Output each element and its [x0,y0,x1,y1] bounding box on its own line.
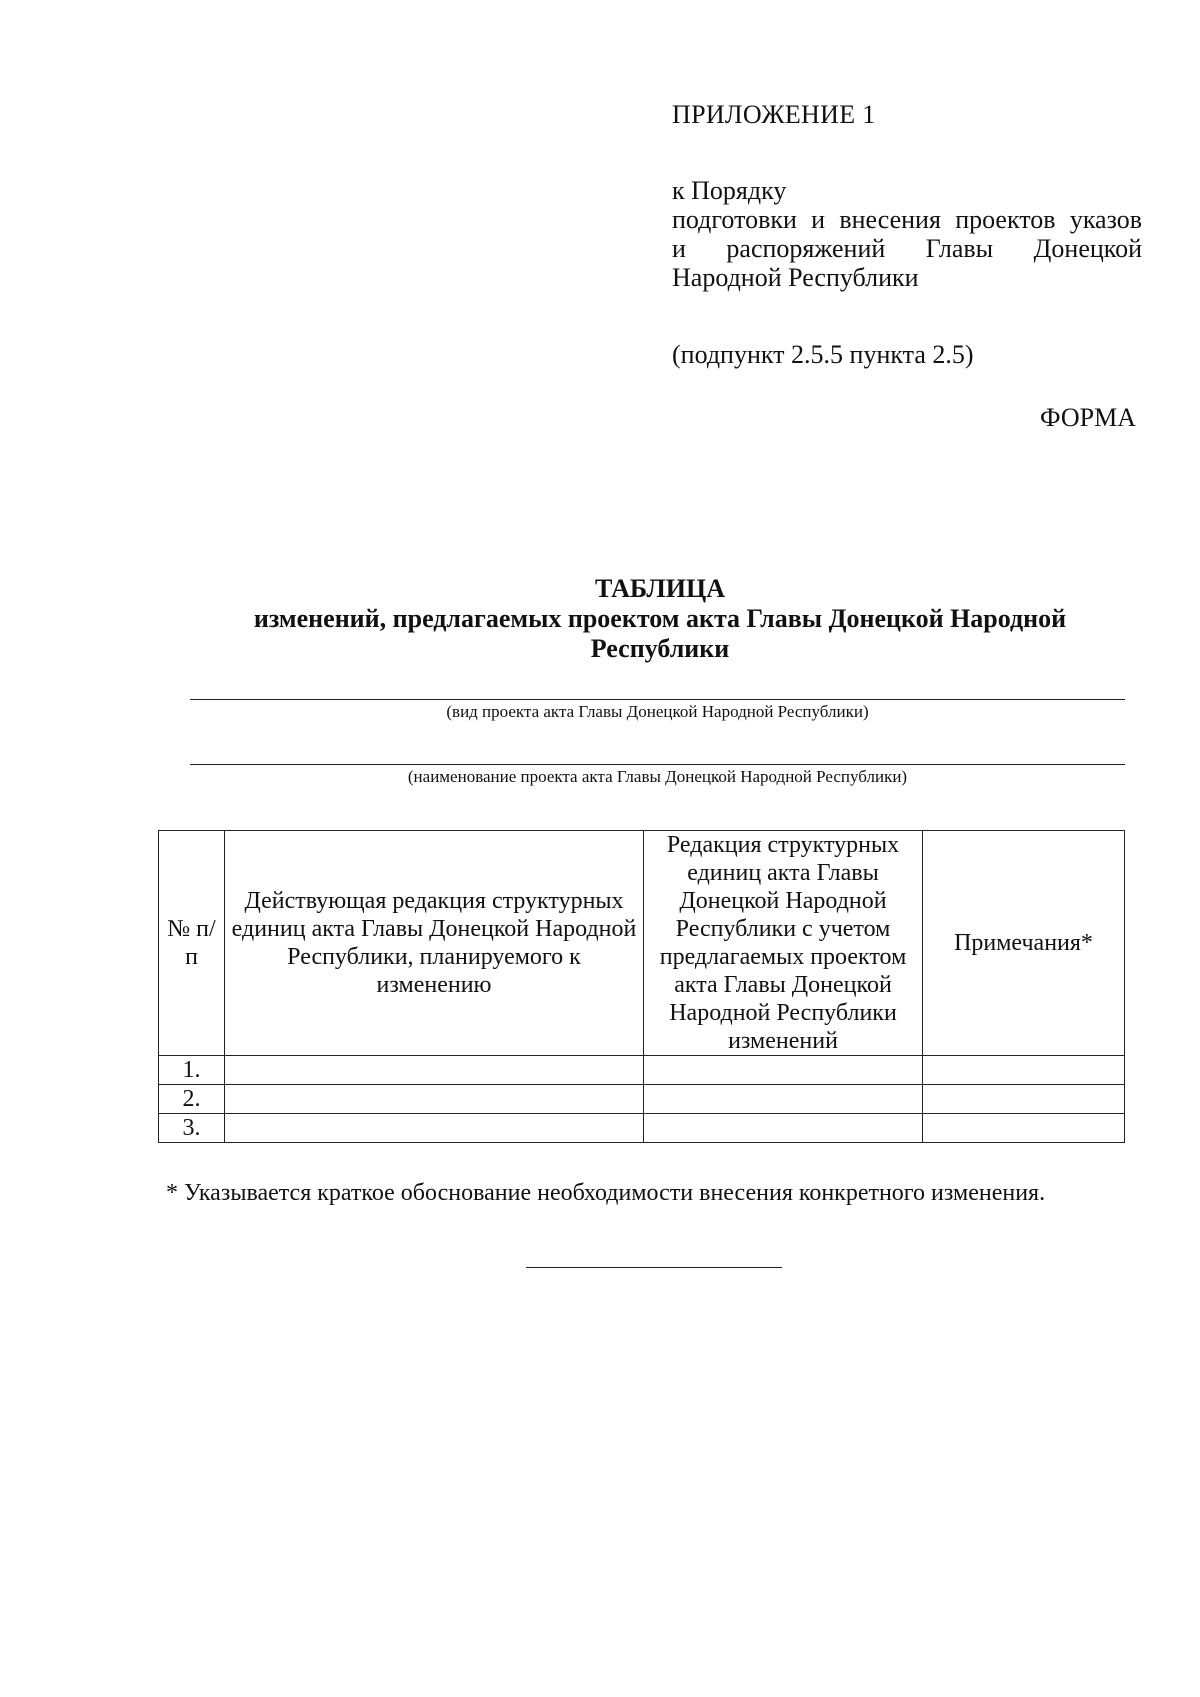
act-kind-caption: (вид проекта акта Главы Донецкой Народной Республики) [446,702,869,721]
subclause-reference: (подпункт 2.5.5 пункта 2.5) [672,340,974,369]
appendix-ref-line-2: подготовки и внесения проектов указов [672,205,1142,234]
appendix-ref-line-1: к Порядку [672,176,787,205]
row-current-cell[interactable] [225,1085,644,1114]
header-current-edition: Действующая редакция структурных единиц акта Главы Донецкой Народной Республики, планируемого к изменению [225,831,644,1056]
title-line-1: ТАБЛИЦА [595,574,725,603]
row-number: 2. [159,1085,225,1114]
table-row [159,1085,1125,1114]
end-divider [526,1267,782,1268]
table-row [159,1056,1125,1085]
title-line-2: изменений, предлагаемых проектом акта Главы Донецкой Народной Республики [253,604,1067,663]
row-new-cell[interactable] [644,1114,923,1143]
appendix-reference [672,176,1142,292]
header-number: № п/п [159,831,225,1056]
row-notes-cell[interactable] [923,1114,1125,1143]
row-notes-cell[interactable] [923,1056,1125,1085]
act-name-field-line[interactable] [190,764,1125,765]
appendix-ref-line-3: и распоряжений Главы Донецкой [672,234,1142,263]
row-current-cell[interactable] [225,1114,644,1143]
act-name-caption: (наименование проекта акта Главы Донецкой Народной Республики) [407,767,908,786]
row-number: 3. [159,1114,225,1143]
row-number: 1. [159,1056,225,1085]
row-new-cell[interactable] [644,1056,923,1085]
row-notes-cell[interactable] [923,1085,1125,1114]
changes-table [158,830,1125,1143]
form-label: ФОРМА [1040,403,1136,432]
appendix-ref-line-4: Народной Республики [672,263,919,292]
table-header-row [159,831,1125,1056]
row-current-cell[interactable] [225,1056,644,1085]
act-kind-field-line[interactable] [190,699,1125,700]
header-new-edition: Редакция структурных единиц акта Главы Донецкой Народной Республики с учетом предлагаемых проектом акта Главы Донецкой Народной Республики изменений [644,831,923,1056]
footnote: * Указывается краткое обоснование необходимости внесения конкретного изменения. [166,1180,1046,1206]
document-title [180,574,1140,664]
table-row [159,1114,1125,1143]
appendix-title: ПРИЛОЖЕНИЕ 1 [672,100,876,129]
header-notes: Примечания* [923,831,1125,1056]
row-new-cell[interactable] [644,1085,923,1114]
